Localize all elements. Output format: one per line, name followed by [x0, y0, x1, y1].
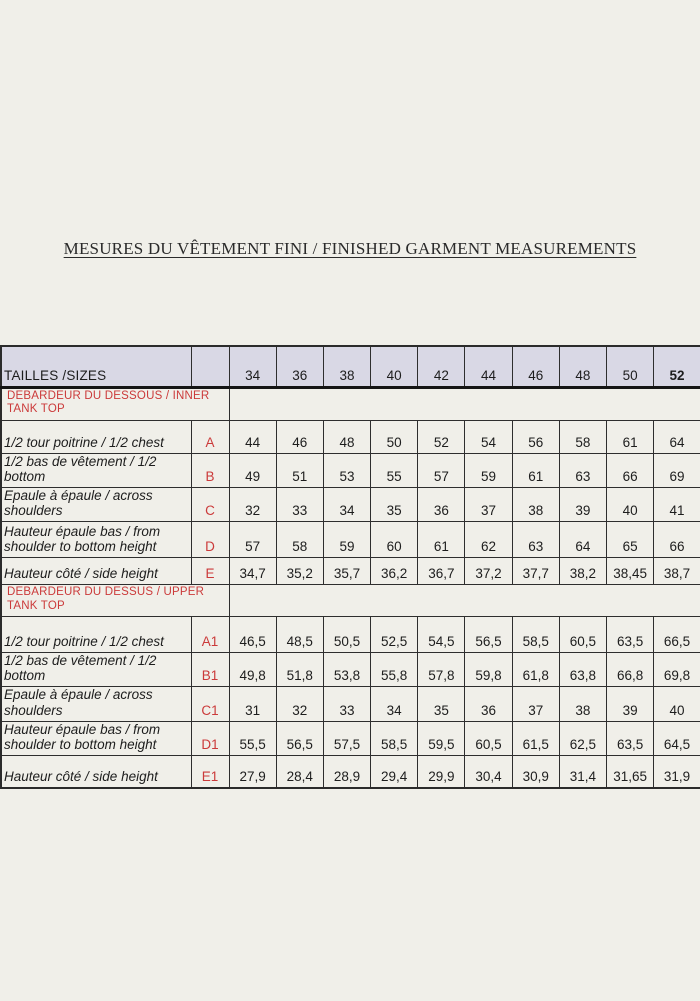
value-cell: 34,7	[229, 558, 276, 585]
value-cell: 55,5	[229, 721, 276, 755]
value-cell: 37,2	[465, 558, 512, 585]
table-row-C	[1, 487, 700, 521]
value-cell: 31,65	[607, 755, 654, 788]
value-cell: 54,5	[418, 617, 465, 653]
value-cell: 42	[418, 346, 465, 387]
row-label: 1/2 tour poitrine / 1/2 chest	[1, 617, 191, 653]
value-cell: 31,4	[559, 755, 606, 788]
table-row-D	[1, 522, 700, 558]
value-cell: 54	[465, 420, 512, 453]
value-cell: 62,5	[559, 721, 606, 755]
value-cell: 38	[323, 346, 370, 387]
value-cell: 61	[607, 420, 654, 453]
value-cell: 48,5	[276, 617, 323, 653]
empty-header-cell	[191, 346, 229, 387]
value-cell: 37,7	[512, 558, 559, 585]
row-code: A	[191, 420, 229, 453]
row-label: Hauteur épaule bas / from shoulder to bottom height	[1, 522, 191, 558]
value-cell: 58,5	[512, 617, 559, 653]
value-cell: 33	[323, 687, 370, 721]
value-cell: 51	[276, 453, 323, 487]
row-label: 1/2 tour poitrine / 1/2 chest	[1, 420, 191, 453]
row-code: C1	[191, 687, 229, 721]
value-cell: 44	[465, 346, 512, 387]
value-cell: 48	[323, 420, 370, 453]
row-code: B1	[191, 653, 229, 687]
value-cell: 51,8	[276, 653, 323, 687]
value-cell: 64,5	[654, 721, 700, 755]
value-cell: 37	[465, 487, 512, 521]
value-cell: 36	[465, 687, 512, 721]
row-label: Hauteur côté / side height	[1, 558, 191, 585]
value-cell: 61	[512, 453, 559, 487]
table-row-E	[1, 558, 700, 585]
row-label: Epaule à épaule / across shoulders	[1, 687, 191, 721]
value-cell: 38	[512, 487, 559, 521]
value-cell: 46	[276, 420, 323, 453]
row-code: D1	[191, 721, 229, 755]
sizes-header-label: TAILLES /SIZES	[1, 346, 191, 387]
table-row-B1	[1, 653, 700, 687]
value-cell: 55,8	[371, 653, 418, 687]
value-cell: 35	[418, 687, 465, 721]
value-cell: 41	[654, 487, 700, 521]
section-header-spacer	[229, 387, 700, 420]
value-cell: 36	[418, 487, 465, 521]
value-cell: 40	[607, 487, 654, 521]
value-cell: 48	[559, 346, 606, 387]
row-label: Hauteur épaule bas / from shoulder to bottom height	[1, 721, 191, 755]
row-label: 1/2 bas de vêtement / 1/2 bottom	[1, 453, 191, 487]
value-cell: 56,5	[276, 721, 323, 755]
value-cell: 56	[512, 420, 559, 453]
value-cell: 53	[323, 453, 370, 487]
value-cell: 61,5	[512, 721, 559, 755]
value-cell: 35,2	[276, 558, 323, 585]
value-cell: 57,5	[323, 721, 370, 755]
section-header-spacer	[229, 585, 700, 617]
section-title: DEBARDEUR DU DESSOUS / INNER TANK TOP	[1, 387, 229, 420]
row-label: 1/2 bas de vêtement / 1/2 bottom	[1, 653, 191, 687]
value-cell: 52,5	[371, 617, 418, 653]
value-cell: 57	[229, 522, 276, 558]
value-cell: 44	[229, 420, 276, 453]
value-cell: 59,8	[465, 653, 512, 687]
value-cell: 35	[371, 487, 418, 521]
value-cell: 60,5	[559, 617, 606, 653]
value-cell: 63	[559, 453, 606, 487]
value-cell: 39	[607, 687, 654, 721]
value-cell: 61	[418, 522, 465, 558]
value-cell: 29,4	[371, 755, 418, 788]
value-cell: 31	[229, 687, 276, 721]
value-cell: 28,4	[276, 755, 323, 788]
value-cell: 38,7	[654, 558, 700, 585]
value-cell: 32	[229, 487, 276, 521]
value-cell: 59,5	[418, 721, 465, 755]
value-cell: 36,2	[371, 558, 418, 585]
value-cell: 49,8	[229, 653, 276, 687]
value-cell: 34	[371, 687, 418, 721]
value-cell: 66	[607, 453, 654, 487]
value-cell: 30,4	[465, 755, 512, 788]
value-cell: 58,5	[371, 721, 418, 755]
row-code: E1	[191, 755, 229, 788]
value-cell: 38	[559, 687, 606, 721]
value-cell: 30,9	[512, 755, 559, 788]
value-cell: 52	[418, 420, 465, 453]
value-cell: 64	[654, 420, 700, 453]
value-cell: 66,8	[607, 653, 654, 687]
value-cell: 37	[512, 687, 559, 721]
value-cell: 64	[559, 522, 606, 558]
value-cell: 69,8	[654, 653, 700, 687]
value-cell: 40	[654, 687, 700, 721]
value-cell: 60,5	[465, 721, 512, 755]
value-cell: 50	[607, 346, 654, 387]
value-cell: 49	[229, 453, 276, 487]
row-code: D	[191, 522, 229, 558]
table-row-A1	[1, 617, 700, 653]
value-cell: 50	[371, 420, 418, 453]
value-cell: 34	[323, 487, 370, 521]
section-header-upper-tank	[1, 585, 700, 617]
value-cell: 58	[559, 420, 606, 453]
row-code: C	[191, 487, 229, 521]
value-cell: 63	[512, 522, 559, 558]
value-cell: 27,9	[229, 755, 276, 788]
value-cell: 58	[276, 522, 323, 558]
value-cell: 29,9	[418, 755, 465, 788]
value-cell: 66,5	[654, 617, 700, 653]
value-cell: 62	[465, 522, 512, 558]
value-cell: 34	[229, 346, 276, 387]
value-cell: 66	[654, 522, 700, 558]
row-label: Hauteur côté / side height	[1, 755, 191, 788]
value-cell: 46	[512, 346, 559, 387]
value-cell: 65	[607, 522, 654, 558]
table-row-C1	[1, 687, 700, 721]
value-cell: 36,7	[418, 558, 465, 585]
table-row-A	[1, 420, 700, 453]
value-cell: 28,9	[323, 755, 370, 788]
row-label: Epaule à épaule / across shoulders	[1, 487, 191, 521]
value-cell: 36	[276, 346, 323, 387]
value-cell: 61,8	[512, 653, 559, 687]
value-cell: 31,9	[654, 755, 700, 788]
table-row-E1	[1, 755, 700, 788]
value-cell: 63,5	[607, 617, 654, 653]
value-cell: 63,8	[559, 653, 606, 687]
row-code: E	[191, 558, 229, 585]
row-code: A1	[191, 617, 229, 653]
value-cell: 35,7	[323, 558, 370, 585]
value-cell: 33	[276, 487, 323, 521]
value-cell: 39	[559, 487, 606, 521]
value-cell: 57	[418, 453, 465, 487]
value-cell: 40	[371, 346, 418, 387]
table-row-D1	[1, 721, 700, 755]
table-header-row	[1, 346, 700, 387]
value-cell: 52	[654, 346, 700, 387]
value-cell: 56,5	[465, 617, 512, 653]
value-cell: 38,45	[607, 558, 654, 585]
value-cell: 50,5	[323, 617, 370, 653]
value-cell: 69	[654, 453, 700, 487]
value-cell: 60	[371, 522, 418, 558]
table-row-B	[1, 453, 700, 487]
value-cell: 53,8	[323, 653, 370, 687]
value-cell: 32	[276, 687, 323, 721]
section-title: DEBARDEUR DU DESSUS / UPPER TANK TOP	[1, 585, 229, 617]
value-cell: 55	[371, 453, 418, 487]
measurements-table	[0, 345, 700, 789]
value-cell: 59	[465, 453, 512, 487]
section-header-inner-tank	[1, 387, 700, 420]
row-code: B	[191, 453, 229, 487]
page-title: MESURES DU VÊTEMENT FINI / FINISHED GARMENT MEASUREMENTS	[63, 239, 637, 258]
value-cell: 59	[323, 522, 370, 558]
value-cell: 63,5	[607, 721, 654, 755]
value-cell: 57,8	[418, 653, 465, 687]
value-cell: 38,2	[559, 558, 606, 585]
value-cell: 46,5	[229, 617, 276, 653]
